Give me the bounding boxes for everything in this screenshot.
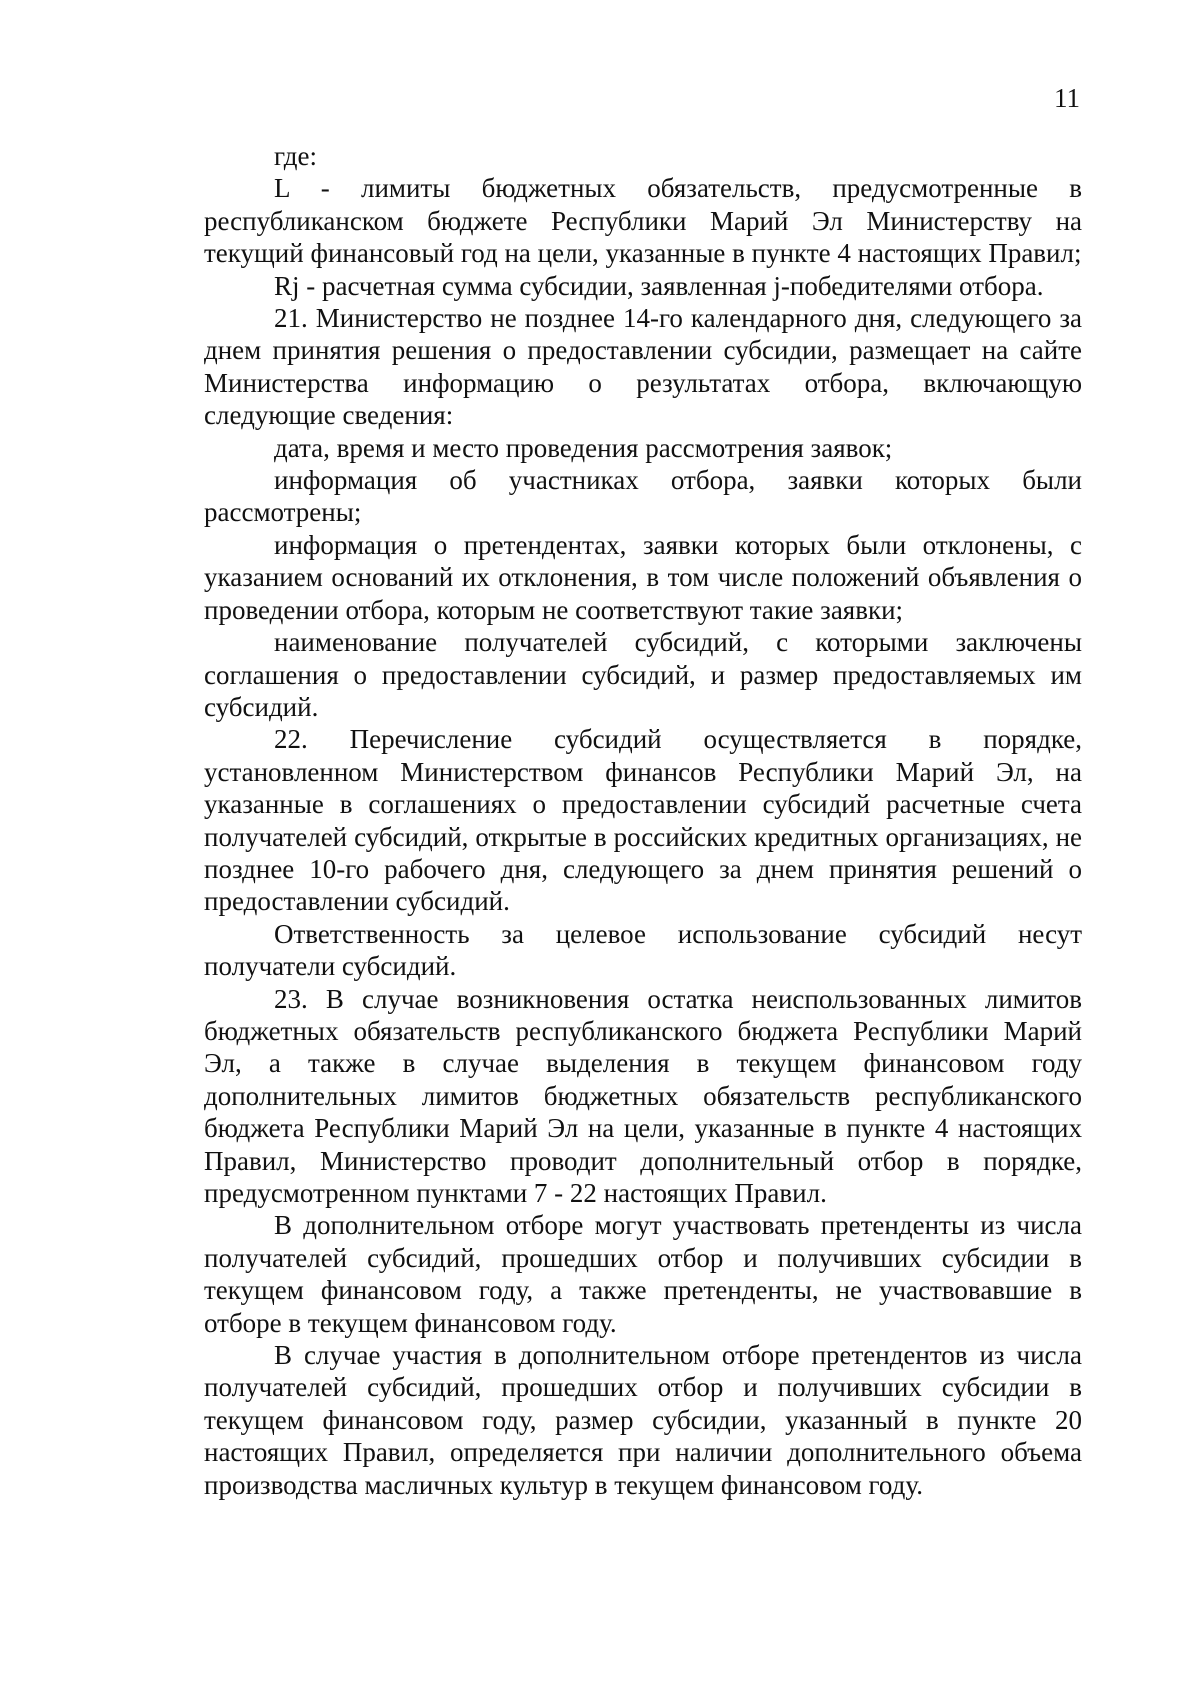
paragraph-item-22: 22. Перечисление субсидий осуществляется в порядке, установленном Министерством финансов Республики Марий Эл, на указанные в соглашениях о предоставлении субсидий расчетные счета получателей субсидий, открытые в российских кредитных организациях, не позднее 10-го рабочего дня, следующего за днем принятия решений о предоставлении субсидий.	[204, 724, 1082, 917]
page-number: 11	[1054, 83, 1080, 113]
paragraph-info-rejected: информация о претендентах, заявки которых были отклонены, с указанием оснований их отклонения, в том числе положений объявления о проведении отбора, которым не соответствуют такие заявки;	[204, 529, 1082, 625]
paragraph-info-recipients: наименование получателей субсидий, с которыми заключены соглашения о предоставлении субсидий, и размер предоставляемых им субсидий.	[204, 627, 1082, 722]
paragraph-definition-rj: Rj - расчетная сумма субсидии, заявленная j-победителями отбора.	[274, 270, 1044, 301]
paragraph-item-21: 21. Министерство не позднее 14-го календарного дня, следующего за днем принятия решения о предоставлении субсидии, размещает на сайте Министерства информацию о результатах отбора, включающую следующие сведения:	[204, 303, 1082, 431]
paragraph-additional-participation: В случае участия в дополнительном отборе претендентов из числа получателей субсидий, прошедших отбор и получивших субсидии в текущем финансовом году, размер субсидии, указанный в пункте 20 настоящих Правил, определяется при наличии дополнительного объема производства масличных культур в текущем финансовом году.	[204, 1340, 1082, 1500]
paragraph-item-23: 23. В случае возникновения остатка неиспользованных лимитов бюджетных обязательств республиканского бюджета Республики Марий Эл, а также в случае выделения в текущем финансовом году дополнительных лимитов бюджетных обязательств республиканского бюджета Республики Марий Эл на цели, указанные в пункте 4 настоящих Правил, Министерство проводит дополнительный отбор в порядке, предусмотренном пунктами 7 - 22 настоящих Правил.	[204, 983, 1082, 1208]
paragraph-responsibility: Ответственность за целевое использование субсидий несут получатели субсидий.	[204, 918, 1082, 982]
paragraph-additional-selection: В дополнительном отборе могут участвовать претенденты из числа получателей субсидий, прошедших отбор и получивших субсидии в текущем финансовом году, а также претенденты, не участвовавшие в отборе в текущем финансовом году.	[204, 1210, 1082, 1338]
paragraph-info-date: дата, время и место проведения рассмотрения заявок;	[274, 432, 893, 463]
paragraph-definition-l: L - лимиты бюджетных обязательств, предусмотренные в республиканском бюджете Республики Марий Эл Министерству на текущий финансовый год на цели, указанные в пункте 4 настоящих Правил;	[204, 173, 1082, 269]
paragraph-where: где:	[274, 141, 317, 171]
paragraph-info-participants: информация об участниках отбора, заявки которых были рассмотрены;	[204, 465, 1082, 528]
document-body	[204, 140, 1082, 1501]
